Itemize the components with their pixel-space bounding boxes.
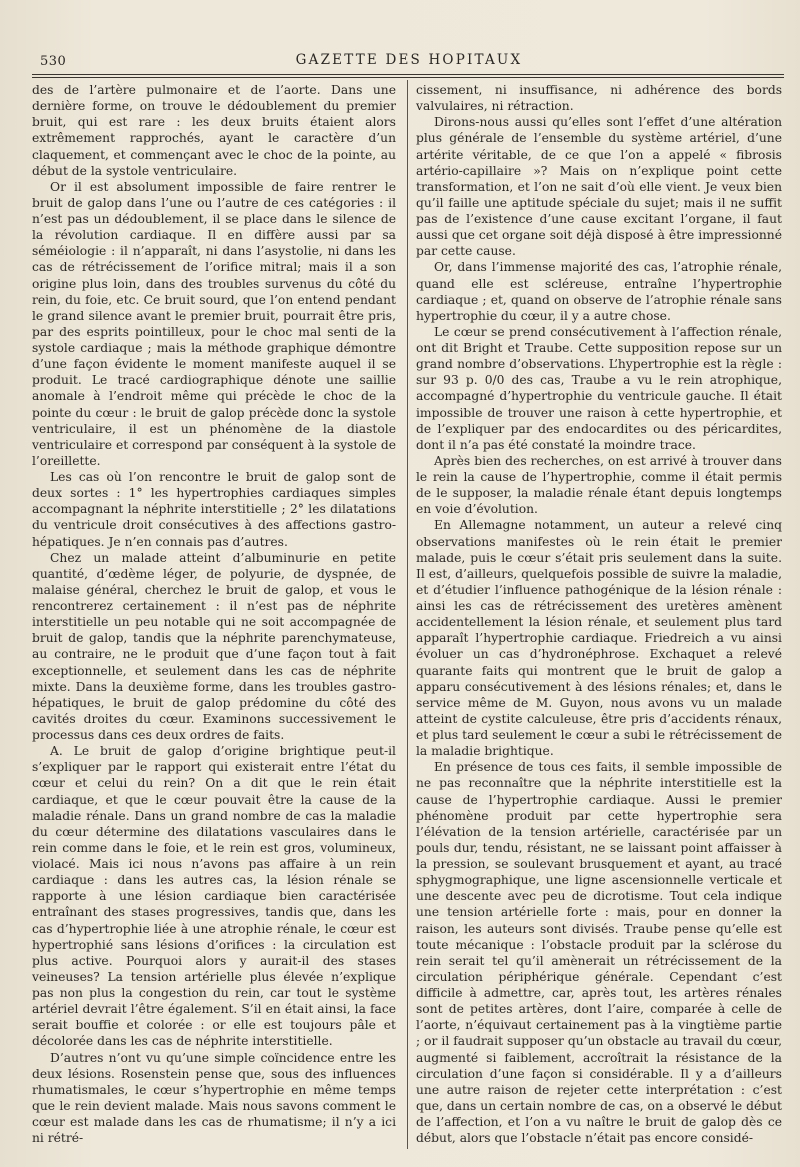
paragraph: D’autres n’ont vu qu’une simple coïncidence entre les deux lésions. Rosenstein pense que, sous des influences rhumatismales, le cœur s’hypertrophie en même temps que le rein devient malade. Mais nous savons comment le cœur est malade dans les cas de rhumatisme; il n’y a ici ni rétré- <box>32 1050 396 1146</box>
paragraph: des de l’artère pulmonaire et de l’aorte. Dans une dernière forme, on trouve le dédoublement du premier bruit, qui est rare : les deux bruits étaient alors extrêmement rapprochés, ayant le caractère d’un claquement, et commençant avec le choc de la pointe, au début de la systole ventriculaire. <box>32 83 396 178</box>
column-divider <box>407 80 408 1149</box>
paragraph: Or il est absolument impossible de faire rentrer le bruit de galop dans l’une ou l’autre de ces catégories : il n’est pas un dédoublement, il se place dans le silence de la révolution cardiaque. Il en diffère aussi par sa séméiologie : il n’apparaît, ni dans l’asystolie, ni dans les cas de rétrécissement de l’orifice mitral; mais il a son origine plus loin, dans des troubles survenus du côté du rein, du foie, etc. Ce bruit sourd, que l’on entend pendant le grand silence avant le premier bruit, pourrait être pris, par des esprits pointilleux, pour le choc mal senti de la systole cardiaque ; mais la méthode graphique démontre d’une façon évidente le moment manifeste auquel il se produit. Le tracé cardiographique dénote une saillie anomale à l’endroit même qui précède le choc de la pointe du cœur : le bruit de galop précède donc la systole ventriculaire, il est un phénomène de la diastole ventriculaire et correspond par conséquent à la systole de l’oreillette. <box>32 179 396 468</box>
paragraph: A. Le bruit de galop d’origine brightique peut-il s’expliquer par le rapport qui existerait entre l’état du cœur et celui du rein? On a dit que le rein était cardiaque, et que le cœur pouvait être la cause de la maladie rénale. Dans un grand nombre de cas la maladie du cœur détermine des dilatations vasculaires dans le rein comme dans le foie, et le rein est gros, volumineux, violacé. Mais ici nous n’avons pas affaire à un rein cardiaque : dans les autres cas, la lésion rénale se rapporte à une lésion cardiaque bien caractérisée entraînant des stases progressives, tandis que, dans les cas d’hypertrophie liée à une atrophie rénale, le cœur est hypertrophié sans lésions d’orifices : la circulation est plus active. Pourquoi alors y aurait-il des stases veineuses? La tension artérielle plus élevée n’explique pas non plus la congestion du rein, car tout le système artériel devrait l’être également. S’il en était ainsi, la face serait bouffie et colorée : or elle est toujours pâle et décolorée dans les cas de néphrite interstitielle. <box>32 744 396 1049</box>
right-column <box>416 82 782 1146</box>
paragraph: Dirons-nous aussi qu’elles sont l’effet d’une altération plus générale de l’ensemble du système artériel, d’une artérite véritable, de ce que l’on a appelé « fibrosis artério-capillaire »? Mais on n’explique point cette transformation, et l’on ne sait d’où elle vient. Je veux bien qu’il faille une aptitude spéciale du sujet; mais il ne suffit pas de l’existence d’une cause excitant l’organe, il faut aussi que cet organe soit déjà disposé à être impressionné par cette cause. <box>416 115 782 259</box>
paragraph: Or, dans l’immense majorité des cas, l’atrophie rénale, quand elle est scléreuse, entraîne l’hypertrophie cardiaque ; et, quand on observe de l’atrophie rénale sans hypertrophie du cœur, il y a autre chose. <box>416 260 782 323</box>
paragraph: Chez un malade atteint d’albuminurie en petite quantité, d’œdème léger, de polyurie, de dyspnée, de malaise général, cherchez le bruit de galop, et vous le rencontrerez certainement : il n’est pas de néphrite interstitielle un peu notable qui ne soit accompagnée de bruit de galop, tandis que la néphrite parenchymateuse, au contraire, ne le produit que d’une façon tout à fait exceptionnelle, et seulement dans les cas de néphrite mixte. Dans la deuxième forme, dans les troubles gastro-hépatiques, le bruit de galop prédomine du côté des cavités droites du cœur. Examinons successivement le processus dans ces deux ordres de faits. <box>32 550 396 742</box>
journal-title: GAZETTE DES HOPITAUX <box>295 52 523 68</box>
paragraph: Après bien des recherches, on est arrivé à trouver dans le rein la cause de l’hypertrophie, comme il était permis de le supposer, la maladie rénale étant depuis longtemps en voie d’évolution. <box>416 453 782 517</box>
paragraph: En présence de tous ces faits, il semble impossible de ne pas reconnaître que la néphrite interstitielle est la cause de l’hypertrophie cardiaque. Aussi le premier phénomène produit par cette hypertrophie sera l’élévation de la tension artérielle, caractérisée par un pouls dur, tendu, résistant, ne se laissant point affaisser à la pression, se soulevant brusquement et ayant, au tracé sphygmographique, une ligne ascensionnelle verticale et une descente avec peu de dicrotisme. Tout cela indique une tension artérielle forte : mais, pour en donner la raison, les auteurs sont divisés. Traube pense qu’elle est toute mécanique : l’obstacle produit par la sclérose du rein serait tel qu’il amènerait un rétrécissement de la circulation périphérique générale. Cependant c’est difficile à admettre, car, après tout, les artères rénales sont de petites artères, dont l’aire, comparée à celle de l’aorte, n’équivaut certainement pas à la vingtième partie ; or il faudrait supposer qu’un obstacle au travail du cœur, augmenté si faiblement, accroîtrait la résistance de la circulation d’une façon si considérable. Il y a d’ailleurs une autre raison de rejeter cette interprétation : c’est que, dans un certain nombre de cas, on a observé le début de l’affection, et l’on a vu naître le bruit de galop dès ce début, alors que l’obstacle n’était pas encore considé- <box>416 760 782 1146</box>
left-column <box>32 82 396 1146</box>
paragraph: Le cœur se prend consécutivement à l’affection rénale, ont dit Bright et Traube. Cette supposition repose sur un grand nombre d’observations. L’hypertrophie est la règle : sur 93 p. 0/0 des cas, Traube a vu le rein atrophique, accompagné d’hypertrophie du ventricule gauche. Il était impossible de trouver une raison à cette hypertrophie, et de l’expliquer par des endocardites ou des péricardites, dont il n’a pas été constaté la moindre trace. <box>416 324 782 452</box>
page-number: 530 <box>40 54 67 69</box>
running-header <box>40 52 778 74</box>
paragraph: En Allemagne notamment, un auteur a relevé cinq observations manifestes où le rein était le premier malade, puis le cœur s’était pris seulement dans la suite. Il est, d’ailleurs, quelquefois possible de suivre la maladie, et d’étudier l’influence pathogénique de la lésion rénale : ainsi les cas de rétrécissement des uretères amènent accidentellement la lésion rénale, et seulement plus tard apparaît l’hypertrophie cardiaque. Friedreich a vu ainsi évoluer un cas d’hydronéphrose. Exchaquet a relevé quarante faits qui montrent que le bruit de galop a apparu consécutivement à des lésions rénales; et, dans le service même de M. Guyon, nous avons vu un malade atteint de cystite calculeuse, être pris d’accidents rénaux, et plus tard seulement le cœur a subi le rétrécissement de la maladie brightique. <box>416 518 782 759</box>
header-rule-thin <box>32 77 784 78</box>
header-rule <box>32 74 784 75</box>
paragraph: Les cas où l’on rencontre le bruit de galop sont de deux sortes : 1° les hypertrophies cardiaques simples accompagnant la néphrite interstitielle ; 2° les dilatations du ventricule droit consécutives à des affections gastro-hépatiques. Je n’en connais pas d’autres. <box>32 470 396 549</box>
paragraph: cissement, ni insuffisance, ni adhérence des bords valvulaires, ni rétraction. <box>416 83 782 114</box>
